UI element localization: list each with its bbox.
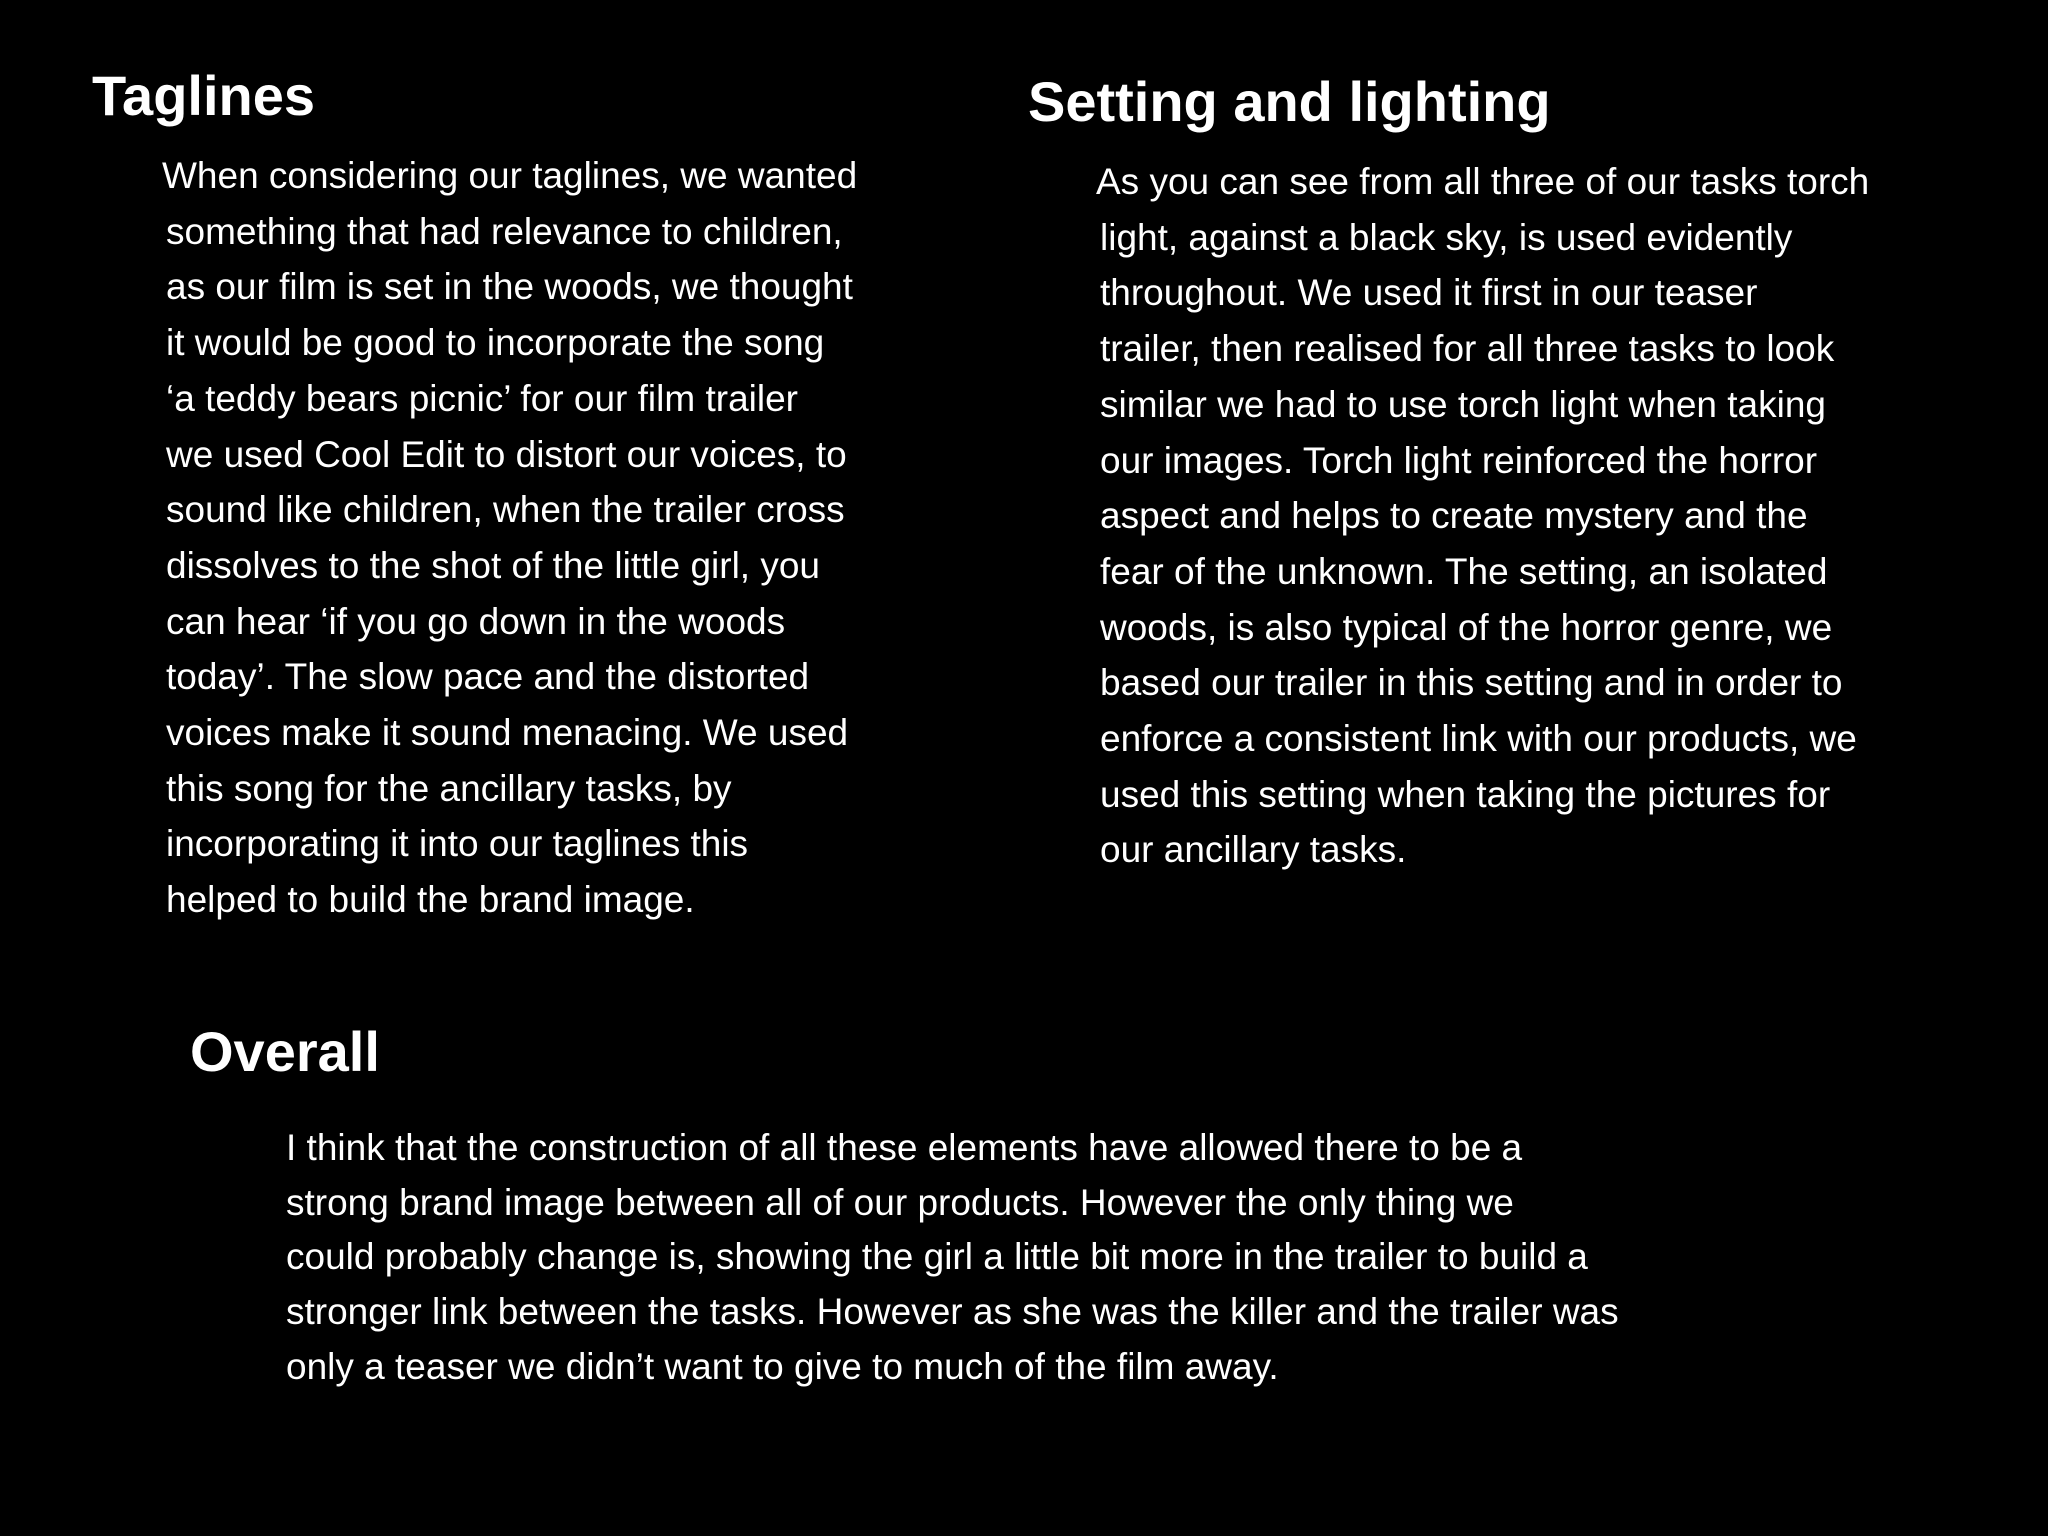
text-line: voices make it sound menacing. We used — [166, 712, 849, 754]
overall-paragraph — [286, 1121, 1619, 1395]
text-line: can hear ‘if you go down in the woods — [166, 600, 786, 642]
text-line: woods, is also typical of the horror genre, we — [1100, 606, 1833, 648]
text-line: aspect and helps to create mystery and the — [1100, 495, 1808, 537]
text-line: light, against a black sky, is used evidently — [1100, 216, 1793, 258]
text-line: When considering our taglines, we wanted — [162, 155, 858, 196]
text-line: our images. Torch light reinforced the horror — [1100, 439, 1818, 481]
setting-and-lighting-heading: Setting and lighting — [1028, 70, 1551, 133]
text-line: helped to build the brand image. — [166, 879, 695, 921]
text-line: enforce a consistent link with our products, we — [1100, 718, 1857, 760]
text-line: as our film is set in the woods, we thought — [166, 266, 853, 308]
text-line: similar we had to use torch light when taking — [1100, 383, 1826, 425]
text-line: something that had relevance to children, — [166, 210, 843, 252]
text-line: strong brand image between all of our products. However the only thing we — [286, 1181, 1514, 1223]
text-line: stronger link between the tasks. However as she was the killer and the trailer was — [286, 1291, 1619, 1333]
text-line: throughout. We used it first in our teaser — [1100, 272, 1758, 314]
overall-heading: Overall — [190, 1020, 380, 1083]
text-line: based our trailer in this setting and in order to — [1100, 662, 1843, 704]
taglines-heading: Taglines — [92, 64, 316, 127]
text-line: As you can see from all three of our tasks torch — [1096, 161, 1870, 202]
text-line: used this setting when taking the pictures for — [1100, 773, 1831, 815]
text-line: today’. The slow pace and the distorted — [166, 656, 810, 698]
text-line: incorporating it into our taglines this — [166, 823, 749, 865]
text-line: it would be good to incorporate the song — [166, 322, 825, 364]
text-line: we used Cool Edit to distort our voices, to — [166, 433, 847, 475]
text-line: only a teaser we didn’t want to give to much of the film away. — [286, 1345, 1279, 1387]
text-line: trailer, then realised for all three tasks to look — [1100, 328, 1835, 370]
taglines-paragraph — [162, 148, 858, 928]
text-line: sound like children, when the trailer cross — [166, 489, 845, 531]
text-line: our ancillary tasks. — [1100, 829, 1407, 871]
text-line: fear of the unknown. The setting, an isolated — [1100, 550, 1828, 592]
text-line: this song for the ancillary tasks, by — [166, 767, 732, 809]
text-line: dissolves to the shot of the little girl, you — [166, 544, 821, 586]
text-line: could probably change is, showing the girl a little bit more in the trailer to build a — [286, 1236, 1588, 1278]
setting-and-lighting-paragraph — [1096, 154, 1870, 878]
text-line: ‘a teddy bears picnic’ for our film trailer — [166, 377, 798, 419]
text-line: I think that the construction of all these elements have allowed there to be a — [286, 1127, 1523, 1168]
